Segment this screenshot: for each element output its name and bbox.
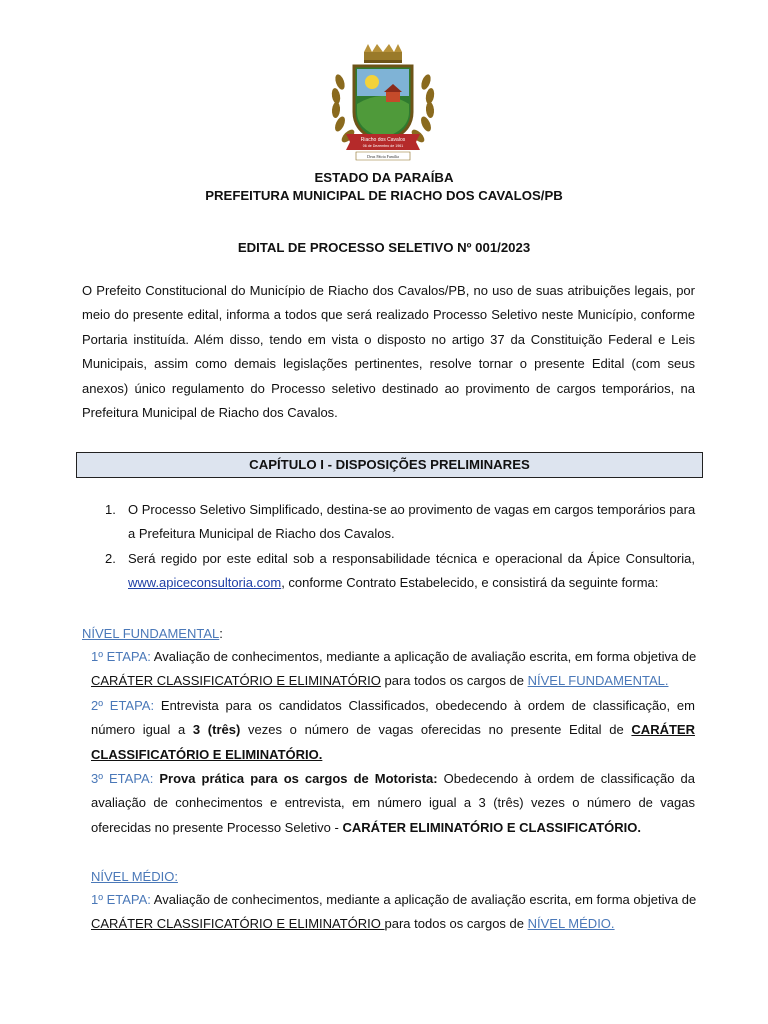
medio-heading: NÍVEL MÉDIO: bbox=[91, 869, 178, 884]
list-item-number: 2. bbox=[105, 550, 116, 566]
numbered-list bbox=[105, 498, 696, 596]
text-fragment: 3 (três) bbox=[192, 722, 241, 738]
list-item-number: 1. bbox=[105, 502, 116, 517]
text-line bbox=[128, 571, 695, 595]
edital-title: EDITAL DE PROCESSO SELETIVO Nº 001/2023 bbox=[237, 240, 531, 255]
text-line: O Prefeito Constitucional do Município de Riacho dos Cavalos/PB, no uso de suas atribuições legais, por bbox=[82, 283, 695, 298]
text-fragment: Obedecendo à ordem de classificação da bbox=[437, 771, 695, 787]
stage-2-line bbox=[91, 694, 695, 718]
character-text: CARÁTER ELIMINATÓRIO E CLASSIFICATÓRIO. bbox=[342, 819, 641, 835]
text-line: O Processo Seletivo Simplificado, destina-se ao provimento de vagas em cargos temporários para bbox=[128, 502, 696, 517]
text-fragment: , conforme Contrato Estabelecido, e consistirá da seguinte forma: bbox=[281, 575, 659, 591]
level-text: NÍVEL MÉDIO. bbox=[527, 916, 615, 932]
text-line: anexos) único regulamento do Processo seletivo destinado ao provimento de cargos temporários, na bbox=[82, 380, 695, 396]
fundamental-stages bbox=[91, 645, 695, 840]
stage-3-line bbox=[91, 816, 695, 840]
text-fragment: Entrevista para os candidatos Classificados, obedecendo à ordem de classificação, em bbox=[154, 697, 695, 713]
character-text: CARÁTER CLASSIFICATÓRIO E ELIMINATÓRIO bbox=[91, 673, 381, 689]
text-fragment: oferecidas no presente Processo Seletivo - bbox=[91, 819, 343, 835]
text-line: Prefeitura Municipal de Riacho dos Cavalos. bbox=[82, 405, 338, 421]
stage-1-line bbox=[91, 669, 695, 693]
text-fragment: Avaliação de conhecimentos, mediante a aplicação de avaliação escrita, em forma objetiva de bbox=[150, 892, 697, 907]
chapter-heading: CAPÍTULO I - DISPOSIÇÕES PRELIMINARES bbox=[76, 452, 703, 478]
fundamental-heading bbox=[82, 626, 223, 641]
stage-2-line bbox=[91, 718, 695, 742]
stage-1-line bbox=[91, 912, 695, 936]
crest-banner-text: Riacho dos Cavalos bbox=[360, 137, 406, 143]
text-fragment: Avaliação de conhecimentos, mediante a aplicação de avaliação escrita, em forma objetiva de bbox=[150, 649, 697, 664]
level-text: NÍVEL FUNDAMENTAL. bbox=[527, 673, 669, 689]
intro-paragraph bbox=[82, 279, 695, 425]
list-item bbox=[105, 547, 695, 596]
text-line: Será regido por este edital sob a responsabilidade técnica e operacional da Ápice Consultoria, bbox=[128, 550, 695, 566]
medio-stages bbox=[91, 888, 695, 937]
text-line: a Prefeitura Municipal de Riacho dos Cavalos. bbox=[128, 526, 395, 542]
stage-1-line bbox=[91, 888, 695, 912]
stage-label: 1º ETAPA: bbox=[91, 892, 151, 907]
text-fragment: Prova prática para os cargos de Motorista: bbox=[153, 771, 438, 787]
text-fragment: para todos os cargos de bbox=[380, 673, 528, 689]
stage-2-line: CLASSIFICATÓRIO E ELIMINATÓRIO. bbox=[91, 746, 323, 762]
text-fragment: para todos os cargos de bbox=[384, 916, 528, 932]
stage-3-line: avaliação de conhecimentos e entrevista, em número igual a 3 (três) vezes o número de vagas bbox=[91, 795, 695, 811]
text-line: Portaria instituída. Além disso, tendo em vista o disposto no artigo 37 da Constituição Federal e Leis bbox=[82, 331, 695, 347]
stage-label: 1º ETAPA: bbox=[91, 649, 151, 664]
consultoria-link[interactable]: www.apiceconsultoria.com bbox=[128, 575, 282, 591]
text-fragment: número igual a bbox=[91, 722, 193, 738]
stage-label: 2º ETAPA: bbox=[91, 697, 155, 713]
state-heading: ESTADO DA PARAÍBA bbox=[314, 170, 454, 185]
crest-motto: Deus Pátria Família bbox=[367, 154, 399, 159]
stage-3-line bbox=[91, 767, 695, 791]
fundamental-heading-text: NÍVEL FUNDAMENTAL bbox=[82, 626, 220, 641]
character-text: CARÁTER bbox=[631, 722, 695, 738]
text-line: Municipais, assim como demais legislações pertinentes, resolve tornar o presente Edital (com seus bbox=[82, 356, 695, 372]
text-fragment: vezes o número de vagas oferecidas no presente Edital de bbox=[240, 722, 632, 738]
municipal-crest-logo bbox=[326, 42, 440, 162]
crest-banner-date: 06 de Dezembro de 1961 bbox=[362, 144, 404, 148]
character-text: CARÁTER CLASSIFICATÓRIO E ELIMINATÓRIO bbox=[91, 916, 385, 932]
text-line: meio do presente edital, informa a todos que será realizado Processo Seletivo neste Município, conforme bbox=[82, 307, 695, 323]
stage-label: 3º ETAPA: bbox=[91, 771, 154, 787]
fundamental-heading-colon: : bbox=[219, 626, 223, 641]
prefecture-heading: PREFEITURA MUNICIPAL DE RIACHO DOS CAVALOS/PB bbox=[205, 188, 563, 203]
list-item bbox=[105, 498, 696, 547]
stage-1-line bbox=[91, 645, 695, 669]
